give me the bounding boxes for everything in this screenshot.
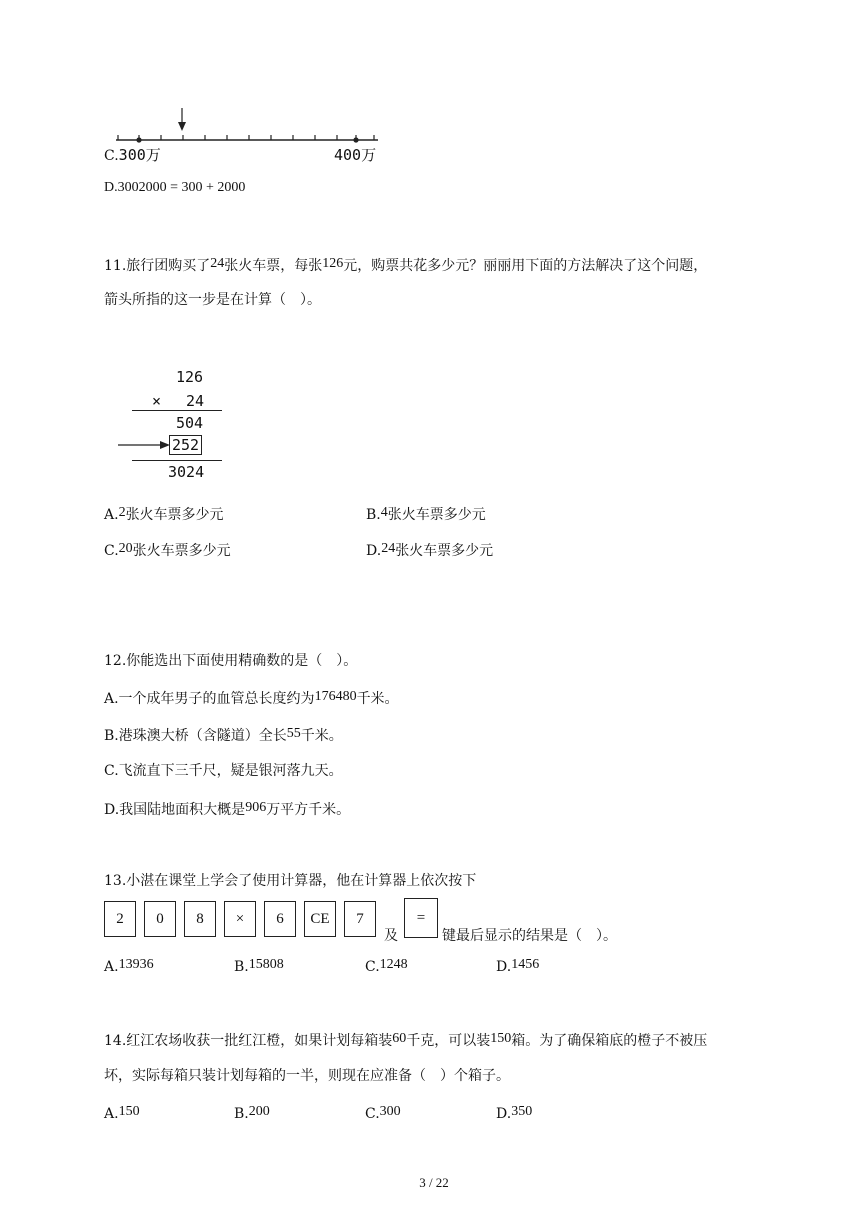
number-line-right-label: 400万 [334, 146, 377, 164]
q12-option-b[interactable]: B.港珠澳大桥（含隧道）全长55千米。 [104, 726, 343, 744]
q13-stem: 13.小湛在课堂上学会了使用计算器，他在计算器上依次按下 [104, 873, 477, 889]
right-arrow-icon [118, 438, 172, 452]
page-number: 3 / 22 [419, 1175, 449, 1190]
q12-option-a[interactable]: A.一个成年男子的血管总长度约为176480千米。 [104, 689, 399, 707]
calc-key-ce: CE [304, 901, 336, 937]
q11-option-d[interactable]: D.24张火车票多少元 [366, 541, 494, 559]
q11-option-b[interactable]: B.4张火车票多少元 [366, 505, 486, 523]
calc-key-multiply: × [224, 901, 256, 937]
partial-product-1: 504 [176, 414, 204, 432]
rule-line-1 [132, 410, 222, 411]
q13-stem-tail: 键最后显示的结果是（ ）。 [442, 928, 617, 944]
number-line-left-label: 300万 [118, 146, 161, 164]
q14-option-c[interactable]: C.300 [365, 1104, 401, 1122]
point-400w [353, 137, 358, 142]
q14-stem-line1: 14.红江农场收获一批红江橙，如果计划每箱装60千克，可以装150箱。为了确保箱底的橙子不被压 [104, 1031, 708, 1049]
q11-stem-line2: 箭头所指的这一步是在计算（ ）。 [104, 292, 321, 308]
multiplicand: 126 [176, 368, 204, 386]
q11-stem-line1: 11.旅行团购买了24张火车票，每张126元，购票共花多少元？丽丽用下面的方法解决了这个问题， [104, 256, 708, 274]
q13-option-c[interactable]: C.1248 [365, 957, 408, 975]
q10-option-d[interactable]: D.3002000 = 300 + 2000 [104, 180, 246, 195]
calc-key-2: 2 [104, 901, 136, 937]
q14-option-a[interactable]: A.150 [104, 1104, 140, 1122]
q10-option-c[interactable] [104, 145, 161, 166]
q13-option-b[interactable]: B.15808 [234, 957, 284, 975]
q13-option-d[interactable]: D.1456 [496, 957, 540, 975]
number-line-ticks [118, 135, 374, 140]
calc-key-0: 0 [144, 901, 176, 937]
product-result: 3024 [168, 463, 205, 481]
q14-option-b[interactable]: B.200 [234, 1104, 270, 1122]
q11-option-c[interactable]: C.20张火车票多少元 [104, 541, 231, 559]
rule-line-2 [132, 460, 222, 461]
q11-option-a[interactable]: A.2张火车票多少元 [104, 505, 224, 523]
partial-product-2-boxed: 252 [169, 435, 202, 455]
q12-option-d[interactable]: D.我国陆地面积大概是906万平方千米。 [104, 800, 351, 818]
calc-key-equals: = [404, 898, 438, 938]
q14-option-d[interactable]: D.350 [496, 1104, 533, 1122]
q13-option-a[interactable]: A.13936 [104, 957, 154, 975]
option-label: C. [104, 148, 119, 164]
calc-key-6: 6 [264, 901, 296, 937]
times-sign: × [152, 392, 162, 410]
q13-and-text: 及 [384, 928, 398, 944]
point-300w [136, 137, 141, 142]
calc-key-8: 8 [184, 901, 216, 937]
down-arrow-icon [178, 108, 186, 131]
q12-option-c[interactable]: C.飞流直下三千尺，疑是银河落九天。 [104, 763, 343, 779]
multiplication-figure [110, 364, 240, 484]
calc-key-7: 7 [344, 901, 376, 937]
multiplier: 24 [186, 392, 205, 410]
q12-stem: 12.你能选出下面使用精确数的是（ ）。 [104, 653, 358, 669]
q14-stem-line2: 坏，实际每箱只装计划每箱的一半，则现在应准备（ ）个箱子。 [104, 1068, 510, 1084]
